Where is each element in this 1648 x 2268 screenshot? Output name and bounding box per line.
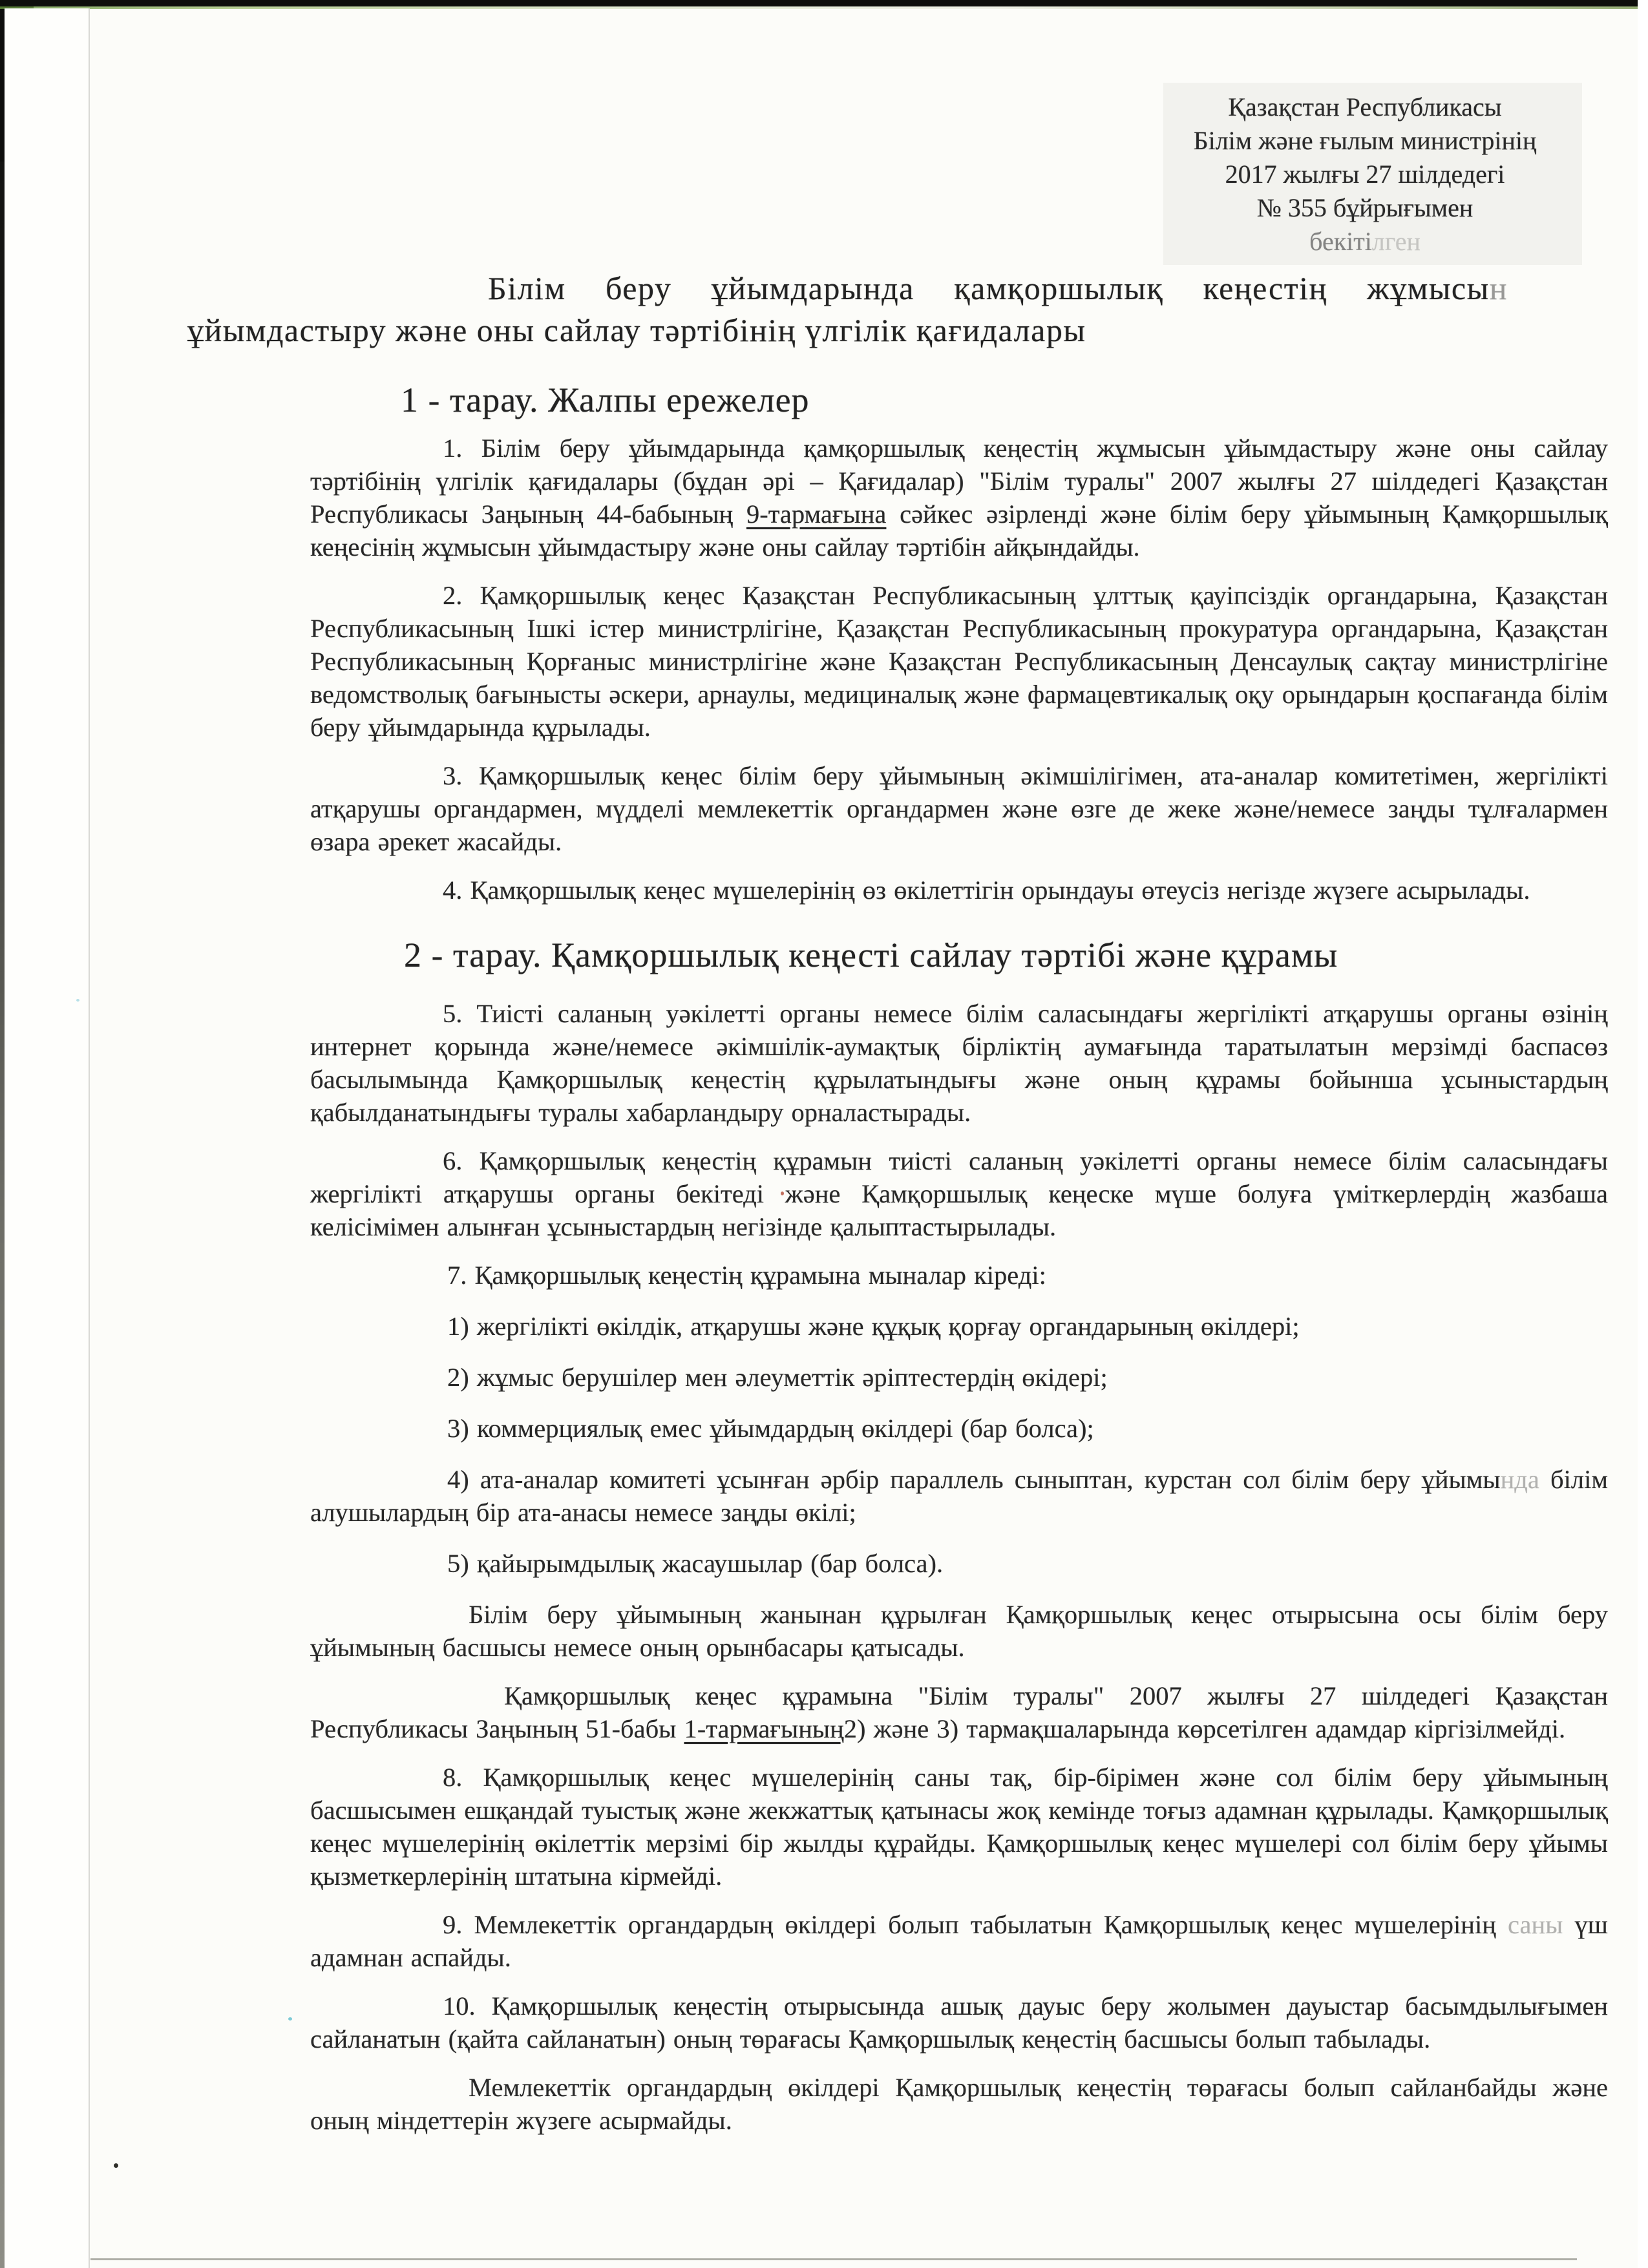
list-item-4-text: 4) ата-аналар комитеті ұсынған әрбір параллель сыныптан, курстан сол білім беру ұйымы: [447, 1465, 1501, 1494]
paragraph-6: 6. Қамқоршылық кеңестің құрамын тиісті саланың уәкілетті органы немесе білім саласындағы жергілікті атқарушы органы бекітеді және Қамқоршылық кеңеске мүше болуға үміткерлердің жазбаша келісімімен алынған ұсыныстардың негізінде қалыптастырылады.: [310, 1146, 1608, 1241]
list-item-2: 2) жұмыс берушілер мен әлеуметтік әріптестердің өкідері;: [447, 1363, 1108, 1392]
chapter-2-heading: 2 - тарау. Қамқоршылық кеңесті сайлау тәртібі және құрамы: [404, 936, 1338, 974]
list-item-4: [310, 1463, 1608, 1529]
approval-line-authority: Қазақстан Республикасы: [1228, 92, 1502, 121]
paragraph-3: 3. Қамқоршылық кеңес білім беру ұйымының әкімшілігімен, ата-аналар комитетімен, жергілікті атқарушы органдармен, мүдделі мемлекеттік органдармен және өзге де жеке және/немесе заңды тұлғалармен өзара әрекет жасайды.: [310, 761, 1608, 856]
list-item-4-text-end: білім алушылардың бір ата-анасы немесе заңды өкілі;: [310, 1465, 1608, 1527]
list-item-3: 3) коммерциялық емес ұйымдардың өкілдері (бар болса);: [447, 1414, 1094, 1443]
paragraph-8: 8. Қамқоршылық кеңес мүшелерінің саны тақ, бір-бірімен және сол білім беру ұйымының басшысымен ешқандай туыстық және жекжаттық қатынасы жоқ кемінде тоғыз адамнан құрылады. Қамқоршылық кеңес мүшелерінің өкілеттік мерзімі бір жылды құрайды. Қамқоршылық кеңес мүшелері сол білім беру ұйымы қызметкерлерінің штатына кірмейді.: [310, 1763, 1608, 1891]
approval-line-order-number: № 355 бұйрығымен: [1256, 193, 1474, 222]
legal-reference-link-point-1[interactable]: 1-тармағының: [684, 1714, 844, 1743]
paragraph-1: [310, 432, 1608, 563]
list-item-4-faded: нда: [1500, 1465, 1539, 1494]
list-item-1: 1) жергілікті өкілдік, атқарушы және құқық қорғау органдарының өкілдері;: [447, 1312, 1300, 1341]
paragraph-9-text: 9. Мемлекеттік органдардың өкілдері болып табылатын Қамқоршылық кеңес мүшелерінің: [443, 1910, 1496, 1939]
paragraph-5: 5. Тиісті саланың уәкілетті органы немесе білім саласындағы жергілікті атқарушы органы өзінің интернет қорында және/немесе әкімшілік-аумақтық бірліктің аумағында таратылатын мерзімді баспасөз басылымында Қамқоршылық кеңестің құрылатындығы және оның құрамы бойынша ұсыныстардың қабылданатындығы туралы хабарландыру орналастырады.: [310, 999, 1608, 1127]
chapter-1-heading: 1 - тарау. Жалпы ережелер: [401, 381, 810, 419]
paragraph-2: 2. Қамқоршылық кеңес Қазақстан Республикасының ұлттық қауіпсіздік органдарына, Қазақстан Республикасының Ішкі істер министрлігіне, Қазақстан Республикасының прокуратура органдарына, Қазақстан Республикасының Қорғаныс министрлігіне және Қазақстан Республикасының Денсаулық сақтау министрлігіне ведомстволық бағынысты әскери, арнаулы, медициналық және фармацевтикалық оқу орындарын қоспағанда білім беру ұйымдарында құрылады.: [310, 581, 1608, 742]
approved-word-visible: бекіті: [1309, 227, 1372, 256]
title-line1-text: Білім беру ұйымдарында қамқоршылық кеңестің жұмысы: [488, 270, 1490, 306]
paper-bottom-edge: [90, 2258, 1577, 2260]
paragraph-composition-text: Қамқоршылық кеңес құрамына "Білім туралы" 2007 жылғы 27 шілдедегі Қазақстан Республикасы Заңының 51-бабы: [310, 1681, 1608, 1743]
paragraph-composition: [310, 1679, 1608, 1745]
paragraph-9: [310, 1908, 1608, 1974]
paragraph-composition-text-end: 2) және 3) тармақшаларында көрсетілген адамдар кіргізілмейді.: [843, 1714, 1566, 1743]
paragraph-11: Мемлекеттік органдардың өкілдері Қамқоршылық кеңестің төрағасы болып сайланбайды және оның міндеттерін жүзеге асырмайды.: [310, 2073, 1608, 2135]
document-title-line-1: [488, 268, 1508, 310]
paragraph-1-text-end: сәйкес әзірленді және білім беру ұйымының Қамқоршылық кеңесінің жұмысын ұйымдастыру және оны сайлау тәртібін айқындайды.: [310, 499, 1609, 562]
approved-word-faded: лген: [1371, 227, 1421, 256]
scan-speck: [114, 2163, 118, 2168]
document-title: [187, 268, 1608, 352]
approval-line-date: 2017 жылғы 27 шілдедегі: [1225, 160, 1505, 189]
paragraph-4: 4. Қамқоршылық кеңес мүшелерінің өз өкілеттігін орындауы өтеусіз негізде жүзеге асырылады.: [443, 876, 1530, 905]
title-line1-faded-letter: н: [1489, 270, 1508, 306]
paragraph-10: 10. Қамқоршылық кеңестің отырысында ашық дауыс беру жолымен дауыстар басымдылығымен сайланатын (қайта сайланатын) оның төрағасы Қамқоршылық кеңестің басшысы болып табылады.: [310, 1991, 1608, 2053]
paragraph-9-faded-word: саны: [1495, 1910, 1563, 1939]
list-item-5: 5) қайырымдылық жасаушылар (бар болса).: [447, 1549, 944, 1578]
legal-reference-link-point-9[interactable]: 9-тармағына: [746, 499, 887, 529]
paragraph-7: 7. Қамқоршылық кеңестің құрамына мыналар кіреді:: [447, 1261, 1046, 1290]
paragraph-1-text: 1. Білім беру ұйымдарында қамқоршылық кеңестің жұмысын ұйымдастыру және оны сайлау тәртібінің үлгілік қағидалары (бұдан әрі – Қағидалар) "Білім туралы" 2007 жылғы 27 шілдедегі Қазақстан Республикасы Заңының 44-бабының: [310, 434, 1608, 529]
paragraph-9-text-end: үш адамнан аспайды.: [310, 1910, 1608, 1972]
paragraph-meeting: Білім беру ұйымының жанынан құрылған Қамқоршылық кеңес отырысына осы білім беру ұйымының басшысы немесе оның орынбасары қатысады.: [310, 1600, 1608, 1662]
document-title-line-2: ұйымдастыру және оны сайлау тәртібінің үлгілік қағидалары: [187, 312, 1086, 348]
approval-line-ministry: Білім және ғылым министрінің: [1193, 126, 1537, 155]
